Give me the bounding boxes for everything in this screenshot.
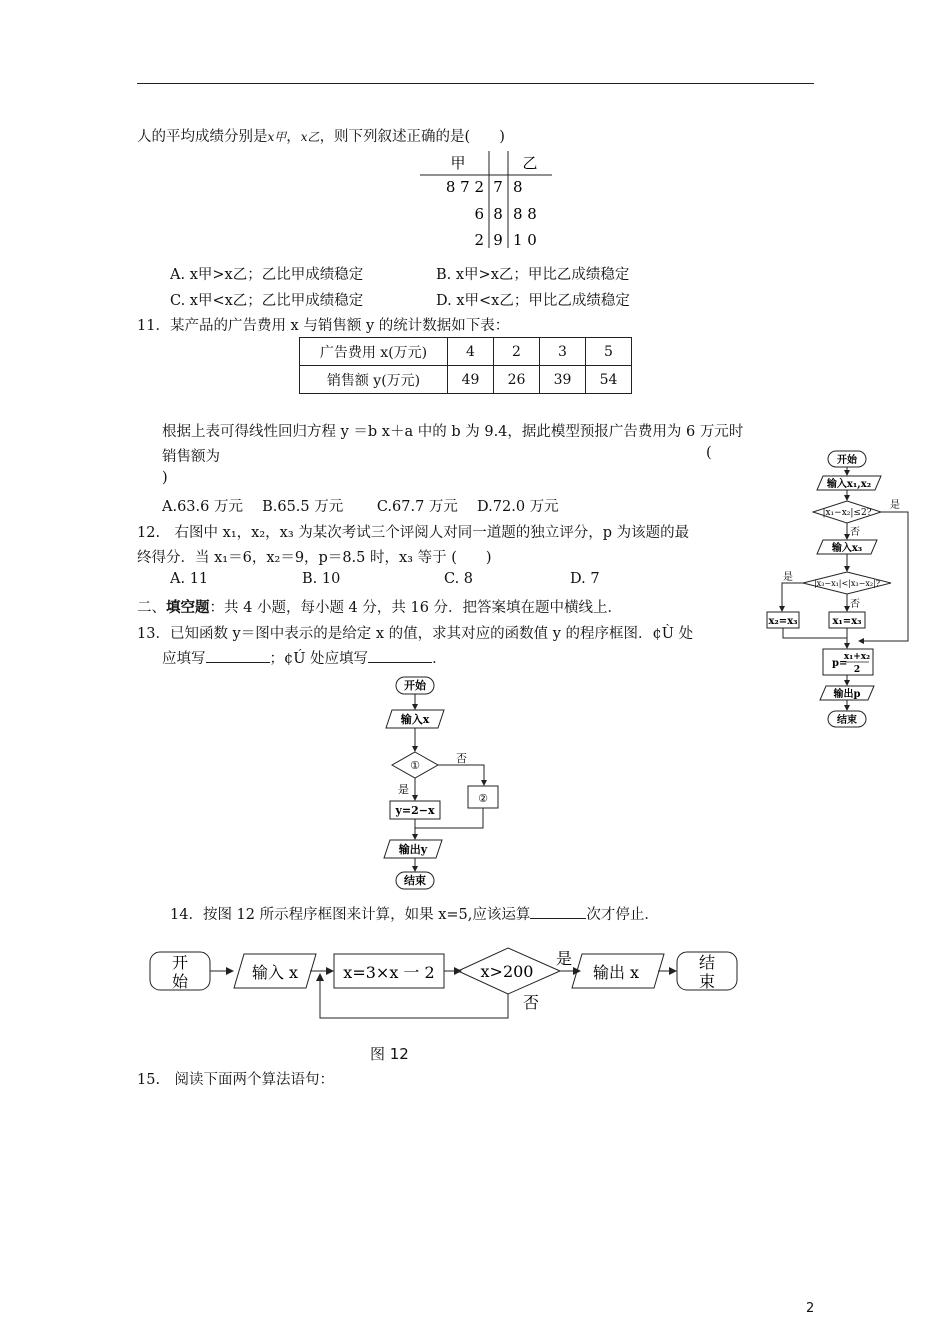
stem-leaf-stem-3: 9: [493, 231, 503, 249]
table-cell: 54: [586, 366, 632, 394]
flow14-cond: x>200: [480, 962, 534, 981]
flow13-input: 输入x: [400, 713, 430, 726]
table-row-header: 广告费用 x(万元): [300, 338, 448, 366]
flow14-start-2: 始: [171, 972, 189, 991]
flow13-box-yes: y=2−x: [395, 804, 435, 817]
flow14-input: 输入 x: [251, 963, 299, 982]
q12-option-d: D. 7: [570, 571, 600, 587]
table-cell: 4: [448, 338, 494, 366]
section-fill-in-heading: 二、填空题：共 4 小题，每小题 4 分，共 16 分．把答案填在题中横线上．: [137, 599, 623, 616]
stem-leaf-head-right: 乙: [522, 154, 538, 172]
flow13-start: 开始: [404, 679, 426, 692]
q11-line2: 销售额为: [162, 449, 220, 465]
flow13-output: 输出y: [398, 843, 428, 856]
header-rule: [137, 83, 814, 84]
ad-sales-table: [299, 337, 632, 394]
page-number: 2: [806, 1301, 815, 1316]
q12-option-c: C. 8: [444, 571, 474, 587]
q11-paren-open: (: [706, 445, 712, 461]
q11-line1: 根据上表可得线性回归方程 y ＝b x＋a 中的 b 为 9.4，据此模型预报广告费用为 6 万元时: [162, 424, 744, 440]
stem-leaf-left-2: 6: [474, 205, 484, 223]
q11-options: A.63.6 万元 B.65.5 万元 C.67.7 万元 D.72.0 万元: [162, 499, 559, 515]
flow12-yes1: 是: [890, 500, 900, 511]
q10-option-b: B. x甲>x乙；甲比乙成绩稳定: [436, 267, 630, 283]
q12-option-a: A. 11: [170, 571, 209, 587]
figure-caption: 图 12: [370, 1045, 409, 1063]
flow12-yes2: 是: [783, 572, 793, 583]
q11-stem: 11．某产品的广告费用 x 与销售额 y 的统计数据如下表：: [137, 318, 510, 334]
flow12-cond1: |x₁−x₂|≤2?: [822, 508, 872, 518]
table-cell: 2: [494, 338, 540, 366]
stem-leaf-stem-1: 7: [493, 178, 503, 196]
flow12-cond2: |x₃−x₁|<|x₃−x₂|?: [813, 579, 881, 588]
flow12-input2: 输入x₃: [831, 543, 863, 554]
flow12-box-left: x₂=x₃: [768, 616, 798, 627]
q12-line1: 12. 右图中 x₁，x₂，x₃ 为某次考试三个评阅人对同一道题的独立评分，p 为该题的最: [137, 525, 690, 541]
stem-leaf-stem-2: 8: [493, 205, 503, 223]
q13-line1: 13．已知函数 y＝图中表示的是给定 x 的值，求其对应的函数值 y 的程序框图．¢Ù 处: [137, 626, 694, 642]
table-cell: 26: [494, 366, 540, 394]
flow13-end: 结束: [404, 874, 426, 887]
flow13-no: 否: [456, 752, 467, 765]
table-cell: 3: [540, 338, 586, 366]
q10-option-c: C. x甲<x乙；乙比甲成绩稳定: [170, 293, 364, 309]
flowchart-q14: [140, 940, 750, 1030]
flow14-end-2: 束: [698, 972, 716, 991]
flow13-box-no: ②: [478, 792, 488, 805]
q15-text: 15. 阅读下面两个算法语句：: [137, 1072, 335, 1088]
flow12-input: 输入x₁,x₂: [826, 479, 872, 490]
flowchart-q13: [380, 670, 510, 895]
q11-paren-close: ): [162, 470, 168, 486]
stem-leaf-right-3: 1 0: [513, 231, 537, 249]
flow14-yes: 是: [556, 949, 573, 968]
flow12-calc-lhs: p=: [832, 658, 848, 669]
flow14-start-1: 开: [171, 953, 189, 972]
flow12-calc-num: x₁+x₂: [843, 652, 871, 662]
q10-option-a: A. x甲>x乙；乙比甲成绩稳定: [170, 267, 364, 283]
q14-text: 14．按图 12 所示程序框图来计算，如果 x=5,应该运算 次才停止．: [170, 907, 659, 923]
flow14-calc: x=3×x 一 2: [343, 963, 435, 982]
stem-leaf-left-1: 8 7 2: [445, 178, 484, 196]
flowchart-q12: [765, 448, 915, 730]
stem-leaf-right-1: 8: [513, 178, 523, 196]
stem-leaf-head-left: 甲: [450, 154, 466, 172]
flow12-start: 开始: [837, 455, 857, 466]
flow12-calc-den: 2: [853, 665, 861, 675]
q10-option-d: D. x甲<x乙；甲比乙成绩稳定: [436, 293, 630, 309]
table-cell: 49: [448, 366, 494, 394]
stem-leaf-left-3: 2: [474, 231, 484, 249]
table-row: [300, 338, 632, 366]
table-row-header: 销售额 y(万元): [300, 366, 448, 394]
flow12-end: 结束: [837, 715, 857, 726]
q12-line2: 终得分．当 x₁＝6，x₂＝9，p＝8.5 时，x₃ 等于 ( ): [137, 550, 492, 566]
flow12-no1: 否: [850, 527, 860, 538]
q12-option-b: B. 10: [302, 571, 341, 587]
table-row: [300, 366, 632, 394]
table-cell: 39: [540, 366, 586, 394]
flow13-yes: 是: [398, 783, 409, 796]
flow14-output: 输出 x: [592, 963, 640, 982]
flow12-no2: 否: [850, 599, 860, 610]
q10-intro: 人的平均成绩分别是x甲，x乙，则下列叙述正确的是( ): [137, 129, 505, 145]
flow12-box-right: x₁=x₃: [832, 616, 862, 627]
flow14-no: 否: [523, 993, 540, 1012]
q13-line2: 应填写 ；¢Ú 处应填写 ．: [162, 651, 447, 667]
stem-leaf-plot: [420, 148, 560, 253]
flow14-end-1: 结: [698, 953, 716, 972]
table-cell: 5: [586, 338, 632, 366]
stem-leaf-right-2: 8 8: [513, 205, 537, 223]
flow13-cond: ①: [410, 759, 420, 772]
flow12-output: 输出p: [833, 689, 861, 700]
